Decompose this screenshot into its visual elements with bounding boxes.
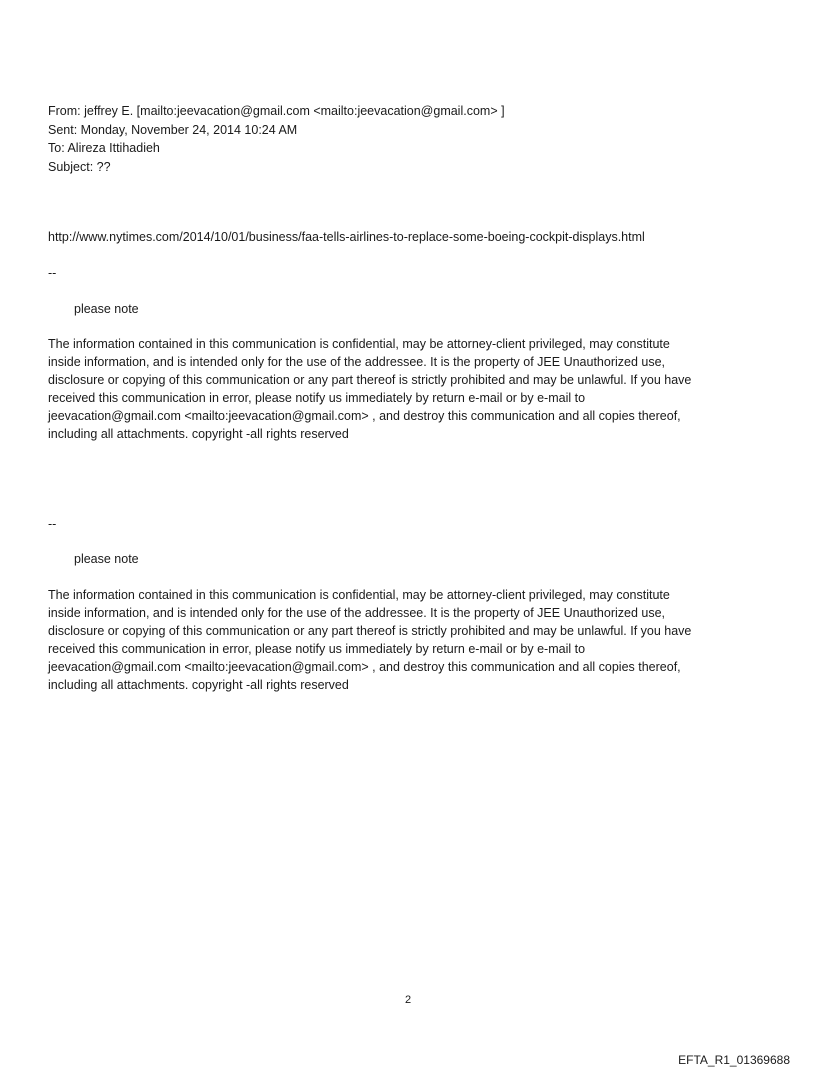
- article-link[interactable]: http://www.nytimes.com/2014/10/01/business/faa-tells-airlines-to-replace-some-boeing-cockpit-displays.html: [48, 230, 645, 244]
- signature-separator: --: [48, 517, 57, 531]
- page-number: 2: [404, 994, 412, 1006]
- disclaimer-line: including all attachments. copyright -all rights reserved: [48, 427, 349, 441]
- document-id: EFTA_R1_01369688: [678, 1053, 790, 1067]
- disclaimer-line: disclosure or copying of this communication or any part thereof is strictly prohibited and may be unlawful. If you have: [48, 624, 692, 638]
- disclaimer-line: inside information, and is intended only for the use of the addressee. It is the property of JEE Unauthorized use,: [48, 355, 666, 369]
- please-note-label: please note: [74, 552, 139, 566]
- disclaimer-line: jeevacation@gmail.com <mailto:jeevacation@gmail.com> , and destroy this communication and all copies thereof,: [48, 409, 681, 423]
- subject-line: Subject: ??: [48, 159, 111, 174]
- confidentiality-disclaimer: [48, 586, 768, 694]
- signature-separator: --: [48, 266, 57, 280]
- disclaimer-line: received this communication in error, please notify us immediately by return e-mail or by e-mail to: [48, 642, 586, 656]
- from-line: From: jeffrey E. [mailto:jeevacation@gmail.com <mailto:jeevacation@gmail.com> ]: [48, 104, 505, 118]
- email-header: [48, 102, 505, 176]
- disclaimer-line: The information contained in this communication is confidential, may be attorney-client privileged, may constitute: [48, 588, 670, 602]
- disclaimer-line: The information contained in this communication is confidential, may be attorney-client privileged, may constitute: [48, 337, 670, 351]
- disclaimer-line: disclosure or copying of this communication or any part thereof is strictly prohibited and may be unlawful. If you have: [48, 373, 692, 387]
- disclaimer-line: jeevacation@gmail.com <mailto:jeevacation@gmail.com> , and destroy this communication and all copies thereof,: [48, 660, 681, 674]
- please-note-label: please note: [74, 302, 139, 316]
- disclaimer-line: received this communication in error, please notify us immediately by return e-mail or by e-mail to: [48, 391, 586, 405]
- disclaimer-line: inside information, and is intended only for the use of the addressee. It is the property of JEE Unauthorized use,: [48, 606, 666, 620]
- disclaimer-line: including all attachments. copyright -all rights reserved: [48, 678, 349, 692]
- to-line: To: Alireza Ittihadieh: [48, 141, 160, 155]
- sent-line: Sent: Monday, November 24, 2014 10:24 AM: [48, 122, 298, 137]
- confidentiality-disclaimer: [48, 335, 768, 443]
